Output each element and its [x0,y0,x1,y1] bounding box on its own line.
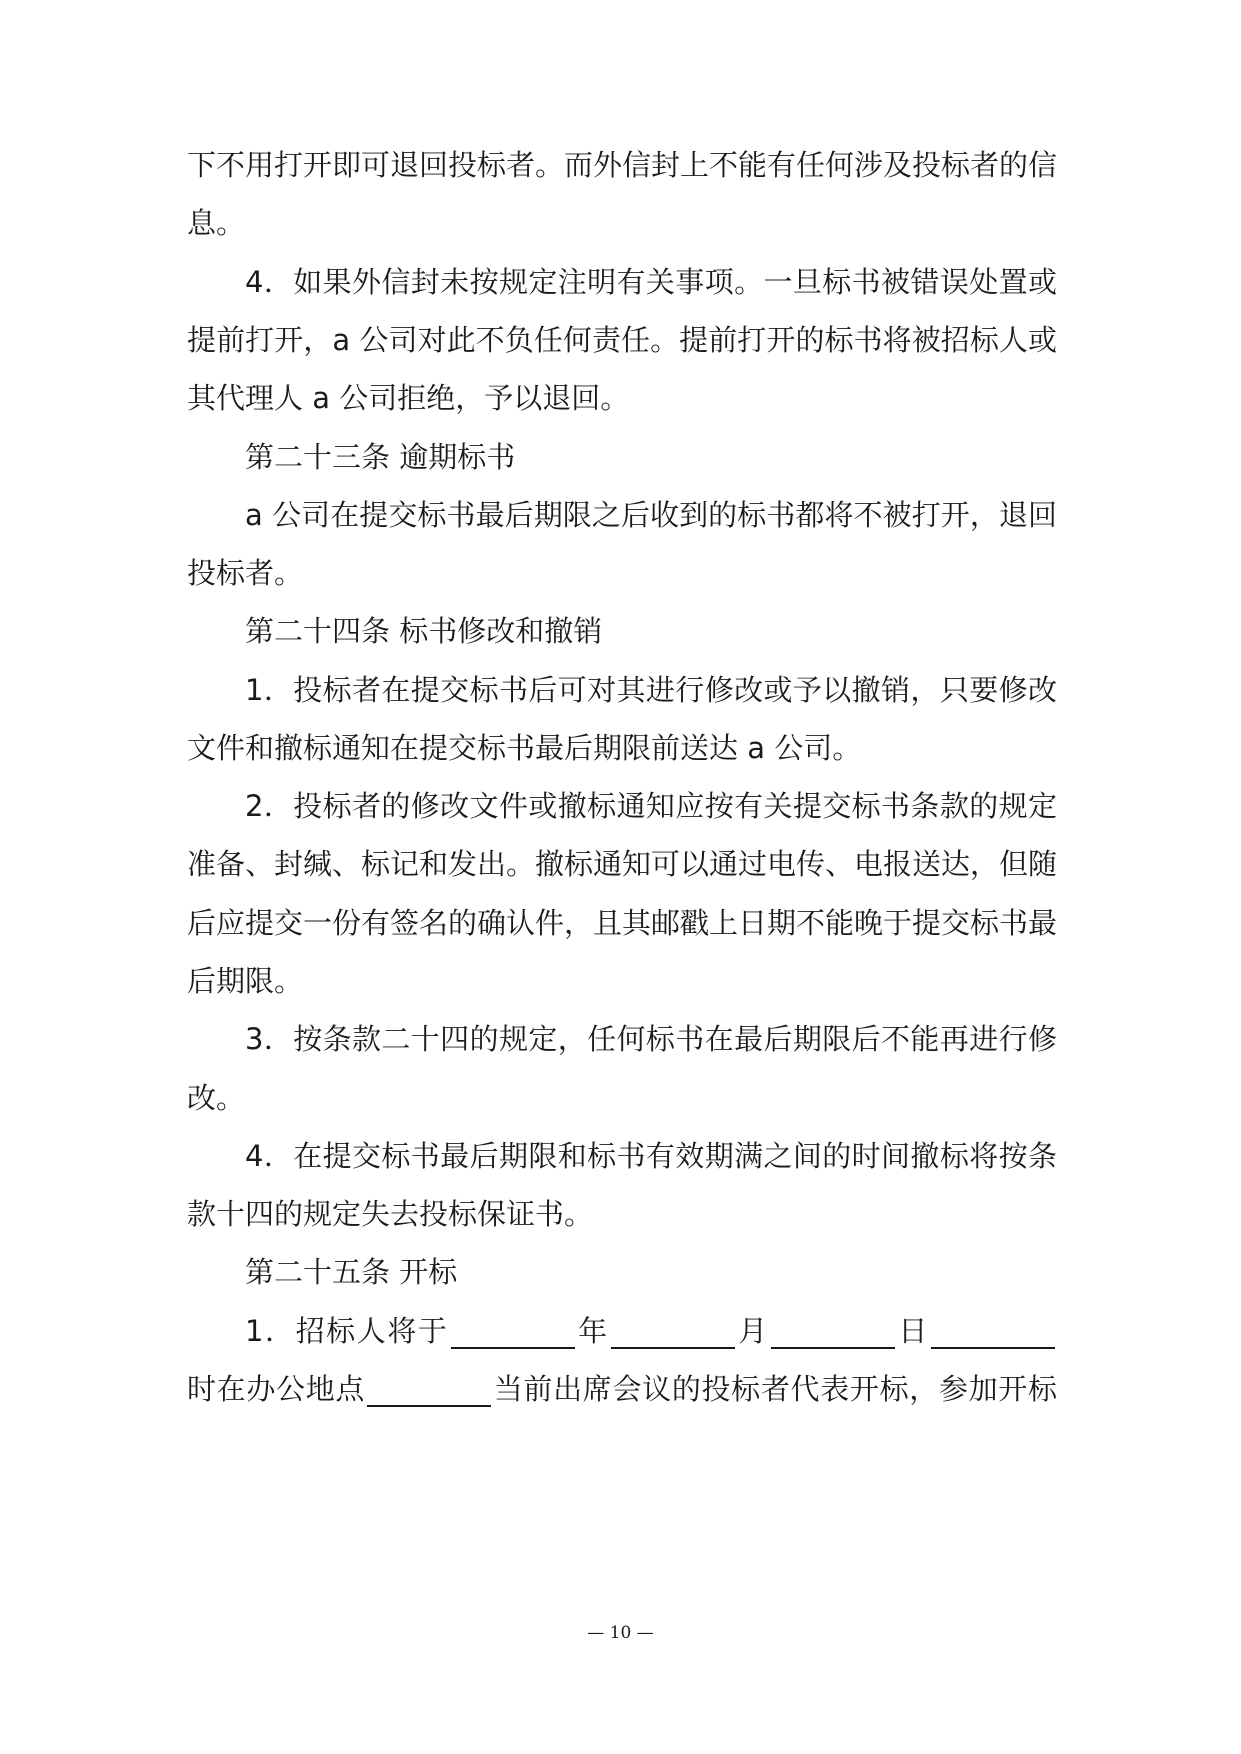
opening-prefix: 1．招标人将于 [245,1314,449,1348]
body-line: 文件和撤标通知在提交标书最后期限前送达 a 公司。 [187,731,862,765]
opening-date-line [245,1313,1057,1349]
page-number: — 10 — [587,1623,654,1643]
body-line: 准备、封缄、标记和发出。撤标通知可以通过电传、电报送达，但随 [187,847,1058,881]
opening-location-line [187,1371,1057,1407]
body-line: 下不用打开即可退回投标者。而外信封上不能有任何涉及投标者的信 [187,148,1058,182]
body-line: 改。 [187,1081,246,1115]
month-blank [611,1317,735,1349]
year-blank [451,1317,575,1349]
body-line: 2．投标者的修改文件或撤标通知应按有关提交标书条款的规定 [245,789,1057,823]
body-line: 投标者。 [187,556,304,590]
body-line: 后应提交一份有签名的确认件，且其邮戳上日期不能晚于提交标书最 [187,906,1058,940]
year-label: 年 [576,1314,609,1348]
body-line: 其代理人 a 公司拒绝，予以退回。 [187,381,630,415]
body-line: 款十四的规定失去投标保证书。 [187,1197,594,1231]
day-label: 日 [896,1314,929,1348]
body-line: 3．按条款二十四的规定，任何标书在最后期限后不能再进行修 [245,1022,1057,1056]
month-label: 月 [736,1314,769,1348]
hour-blank [931,1317,1055,1349]
location-blank [367,1375,491,1407]
body-line: 后期限。 [187,964,304,998]
section-heading-23: 第二十三条 逾期标书 [245,440,516,474]
body-line: 1．投标者在提交标书后可对其进行修改或予以撤销，只要修改 [245,673,1057,707]
body-line: 4．如果外信封未按规定注明有关事项。一旦标书被错误处置或 [245,265,1057,299]
location-suffix: 当前出席会议的投标者代表开标，参加开标 [493,1372,1057,1406]
body-line: 4．在提交标书最后期限和标书有效期满之间的时间撤标将按条 [245,1139,1057,1173]
location-prefix: 时在办公地点 [187,1372,366,1406]
day-blank [771,1317,895,1349]
body-line: 息。 [187,206,246,240]
section-heading-25: 第二十五条 开标 [245,1255,458,1289]
body-line: 提前打开，a 公司对此不负任何责任。提前打开的标书将被招标人或 [187,323,1057,357]
body-line: a 公司在提交标书最后期限之后收到的标书都将不被打开，退回 [245,498,1057,532]
section-heading-24: 第二十四条 标书修改和撤销 [245,614,603,648]
